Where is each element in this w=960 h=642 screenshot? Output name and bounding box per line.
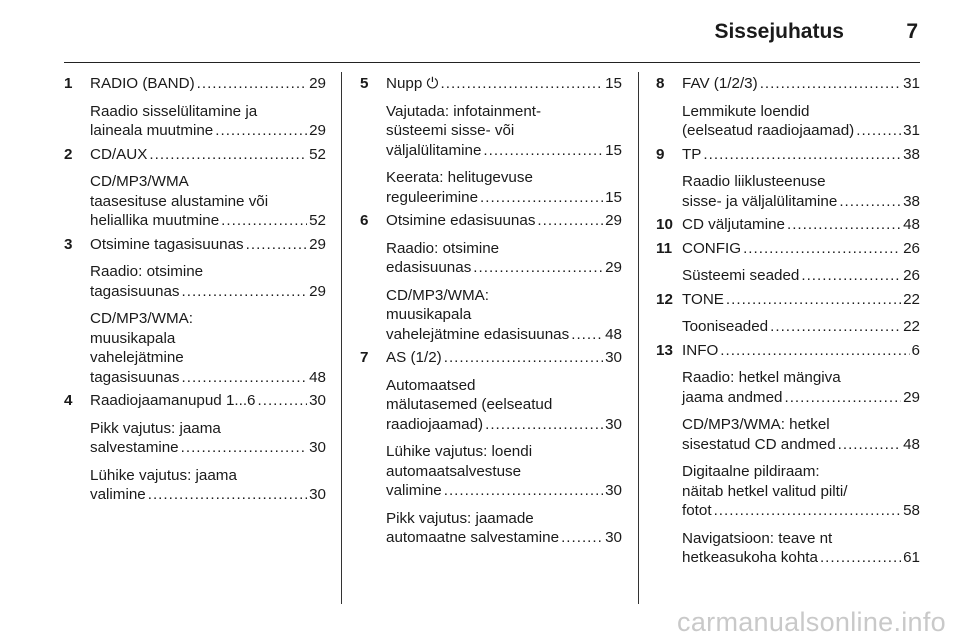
index-subentry [90,172,326,231]
subentry-line: süsteemi sisse- või [386,122,515,139]
page-ref: 29 [309,282,326,300]
subentry-line: CD/MP3/WMA: [386,286,489,304]
subentry-line: Vajutada: infotainment- [386,102,542,120]
leader-dots [571,325,603,345]
index-subentry [386,286,622,345]
leader-dots [787,215,901,235]
subentry-line: Keerata: helitugevuse [386,169,533,186]
column-divider [638,72,639,604]
entry-number: 9 [656,145,665,163]
leader-dots [838,435,901,455]
index-heading-row[interactable] [386,348,622,368]
leader-dots [149,145,307,165]
page-ref: 15 [605,141,622,159]
page-ref: 31 [903,122,920,139]
index-label: tagasisuunas [90,368,180,386]
index-subentry [682,415,920,454]
subentry-line: vahelejätmine [90,349,184,366]
page-ref: 38 [903,192,920,210]
subentry-row[interactable] [386,188,622,208]
column-1 [64,74,326,505]
entry-number: 8 [656,75,665,92]
index-subentry [90,102,326,141]
page-ref: 52 [309,145,326,163]
subentry-row[interactable] [90,211,326,231]
leader-dots [258,391,308,411]
index-label: Otsimine edasisuunas [386,212,536,229]
subentry-row[interactable] [90,485,326,505]
page-ref: 48 [903,435,920,453]
entry-number: 5 [360,75,369,92]
index-heading-row[interactable] [682,341,920,361]
subentry-row[interactable] [386,258,622,278]
index-label: hetkeasukoha kohta [682,549,818,566]
index-subentry [682,102,920,141]
subentry-row[interactable] [90,282,326,302]
leader-dots [726,290,901,310]
page-ref: 58 [903,502,920,519]
index-subentry [682,317,920,337]
page-ref: 29 [605,259,622,276]
subentry-row[interactable] [682,192,920,212]
index-label: tagasisuunas [90,282,180,300]
subentry-line: Raadio sisselülitamine ja [90,102,258,120]
index-label: Süsteemi seaded [682,267,800,284]
index-label: CD väljutamine [682,216,785,233]
page-ref: 30 [309,439,326,456]
leader-dots [246,235,307,255]
index-heading-row[interactable] [682,74,920,94]
index-subentry [682,368,920,407]
index-label: (eelseatud raadiojaamad) [682,122,855,139]
leader-dots [537,211,603,231]
page-ref: 29 [309,235,326,253]
index-label: TP [682,145,702,163]
subentry-line: muusikapala [386,306,472,323]
subentry-row[interactable] [386,415,622,435]
index-label: vahelejätmine edasisuunas [386,325,570,343]
page-ref: 15 [605,75,622,92]
subentry-row[interactable] [682,435,920,455]
leader-dots [181,438,307,458]
index-subentry [90,466,326,505]
page-ref: 48 [605,325,622,343]
index-entry [64,235,326,388]
leader-dots [714,501,902,521]
page-ref: 30 [605,349,622,366]
subentry-line: muusikapala [90,329,176,347]
index-label: valimine [90,486,146,503]
leader-dots [441,74,604,94]
page-ref: 30 [605,482,622,499]
subentry-line: Pikk vajutus: jaamade [386,509,534,527]
leader-dots [784,388,901,408]
index-entry [656,341,920,568]
index-label: CONFIG [682,239,742,257]
subentry-line: Navigatsioon: teave nt [682,529,833,547]
index-entry [656,74,920,141]
leader-dots [197,74,307,94]
index-label: jaama andmed [682,388,783,406]
subentry-line: CD/MP3/WMA: hetkel [682,416,830,433]
page-ref: 22 [903,318,920,335]
entry-number: 1 [64,75,73,92]
subentry-row[interactable] [682,548,920,568]
index-label: laineala muutmine [90,122,214,139]
subentry-line: taasesituse alustamine või [90,192,269,210]
index-label: Raadiojaamanupud 1...6 [90,392,256,409]
entry-number: 4 [64,392,73,409]
entry-number: 7 [360,349,369,366]
page-ref: 29 [903,388,920,406]
entry-number: 3 [64,235,73,253]
index-label: INFO [682,341,719,359]
leader-dots [720,341,909,361]
index-entry [64,145,326,231]
entry-number: 12 [656,290,673,308]
leader-dots [820,548,901,568]
index-subentry [90,262,326,301]
entry-number: 6 [360,212,369,229]
leader-dots [856,121,901,141]
leader-dots [148,485,307,505]
leader-dots [221,211,307,231]
subentry-line: Raadio liiklusteenuse [682,173,826,190]
page-ref: 6 [911,341,920,359]
index-label: sisse- ja väljalülitamine [682,192,838,210]
leader-dots [182,282,308,302]
leader-dots [839,192,901,212]
subentry-row[interactable] [682,388,920,408]
index-label: Otsimine tagasisuunas [90,235,244,253]
leader-dots [801,266,901,286]
page-ref: 22 [903,290,920,308]
subentry-line: näitab hetkel valitud pilti/ [682,482,848,500]
subentry-line: mälutasemed (eelseatud [386,396,553,413]
index-subentry [386,239,622,278]
index-heading-row[interactable] [682,215,920,235]
subentry-row[interactable] [386,141,622,161]
index-label: valimine [386,482,442,499]
index-heading-row[interactable] [90,391,326,411]
page-ref: 15 [605,188,622,206]
page-title: Sissejuhatus [714,20,844,43]
leader-dots [485,415,603,435]
page-ref: 26 [903,267,920,284]
subentry-row[interactable] [682,317,920,337]
page-ref: 26 [903,239,920,257]
column-3 [656,74,920,568]
subentry-line: Lemmikute loendid [682,102,810,120]
leader-dots [703,145,901,165]
page-ref: 30 [605,415,622,433]
leader-dots [444,481,603,501]
index-entry [360,348,622,548]
index-label: Tooniseaded [682,318,769,335]
leader-dots [444,348,603,368]
index-label: AS (1/2) [386,349,442,366]
subentry-line: CD/MP3/WMA [90,173,189,190]
index-subentry [90,419,326,458]
subentry-line: Automaatsed [386,376,476,394]
index-subentry [386,102,622,161]
subentry-row[interactable] [386,528,622,548]
page-ref: 30 [309,486,326,503]
subentry-line: Pikk vajutus: jaama [90,419,221,437]
page-ref: 30 [309,392,326,409]
entry-number: 10 [656,216,673,233]
page-header [0,14,960,54]
page-ref: 52 [309,212,326,229]
page-ref: 30 [605,529,622,546]
leader-dots [561,528,603,548]
index-subentry [386,168,622,207]
index-entry [360,211,622,344]
index-heading-row[interactable] [90,145,326,165]
index-heading-row[interactable] [682,145,920,165]
leader-dots [743,239,901,259]
index-label: TONE [682,290,724,308]
index-entry [656,239,920,286]
entry-number: 13 [656,341,673,359]
index-entry [360,74,622,207]
index-subentry [682,529,920,568]
index-entry [656,145,920,212]
index-label: FAV (1/2/3) [682,75,758,92]
subentry-line: automaatsalvestuse [386,462,522,480]
leader-dots [473,258,603,278]
watermark: carmanualsonline.info [677,607,946,637]
page-number: 7 [906,20,918,43]
index-entry [656,290,920,337]
index-label: reguleerimine [386,188,479,206]
index-label: CD/AUX [90,145,148,163]
index-label: salvestamine [90,439,179,456]
subentry-row[interactable] [386,325,622,345]
subentry-line: Raadio: otsimine [90,263,204,280]
page-ref: 31 [903,75,920,92]
subentry-line: CD/MP3/WMA: [90,310,193,327]
index-label: raadiojaamad) [386,415,484,433]
subentry-line: Digitaalne pildiraam: [682,463,820,480]
index-subentry [386,509,622,548]
header-rule [64,62,920,63]
index-entry [64,74,326,141]
index-heading-row[interactable] [90,74,326,94]
index-heading-row[interactable] [90,235,326,255]
page-ref: 48 [309,368,326,386]
index-subentry [682,172,920,211]
subentry-row[interactable] [90,368,326,388]
subentry-row[interactable] [90,438,326,458]
index-label: väljalülitamine [386,141,482,159]
column-divider [341,72,342,604]
index-heading-row[interactable] [386,74,622,94]
index-label: fotot [682,502,712,519]
index-label: Nupp ⏻ [386,75,439,92]
leader-dots [182,368,308,388]
index-label: automaatne salvestamine [386,529,560,546]
subentry-row[interactable] [386,481,622,501]
index-entry [64,391,326,505]
subentry-row[interactable] [682,501,920,521]
index-label: RADIO (BAND) [90,75,195,92]
index-label: edasisuunas [386,259,472,276]
leader-dots [215,121,307,141]
index-subentry [386,442,622,501]
subentry-line: Lühike vajutus: jaama [90,466,237,484]
index-heading-row[interactable] [386,211,622,231]
subentry-row[interactable] [682,121,920,141]
leader-dots [483,141,603,161]
leader-dots [770,317,901,337]
subentry-line: Lühike vajutus: loendi [386,443,533,460]
leader-dots [480,188,603,208]
subentry-line: Raadio: otsimine [386,239,500,257]
page-ref: 29 [605,212,622,229]
index-heading-row[interactable] [682,239,920,259]
index-label: heliallika muutmine [90,212,220,229]
entry-number: 11 [656,239,673,257]
index-subentry [682,266,920,286]
page-ref: 29 [309,122,326,139]
index-label: sisestatud CD andmed [682,435,836,453]
subentry-line: Raadio: hetkel mängiva [682,369,841,386]
index-subentry [682,462,920,521]
page-ref: 61 [903,549,920,566]
index-subentry [90,309,326,387]
page-ref: 48 [903,216,920,233]
index-subentry [386,376,622,435]
entry-number: 2 [64,145,73,163]
column-2 [360,74,622,548]
subentry-row[interactable] [90,121,326,141]
index-entry [656,215,920,235]
page-ref: 29 [309,75,326,92]
subentry-row[interactable] [682,266,920,286]
leader-dots [760,74,901,94]
index-heading-row[interactable] [682,290,920,310]
page-ref: 38 [903,145,920,163]
